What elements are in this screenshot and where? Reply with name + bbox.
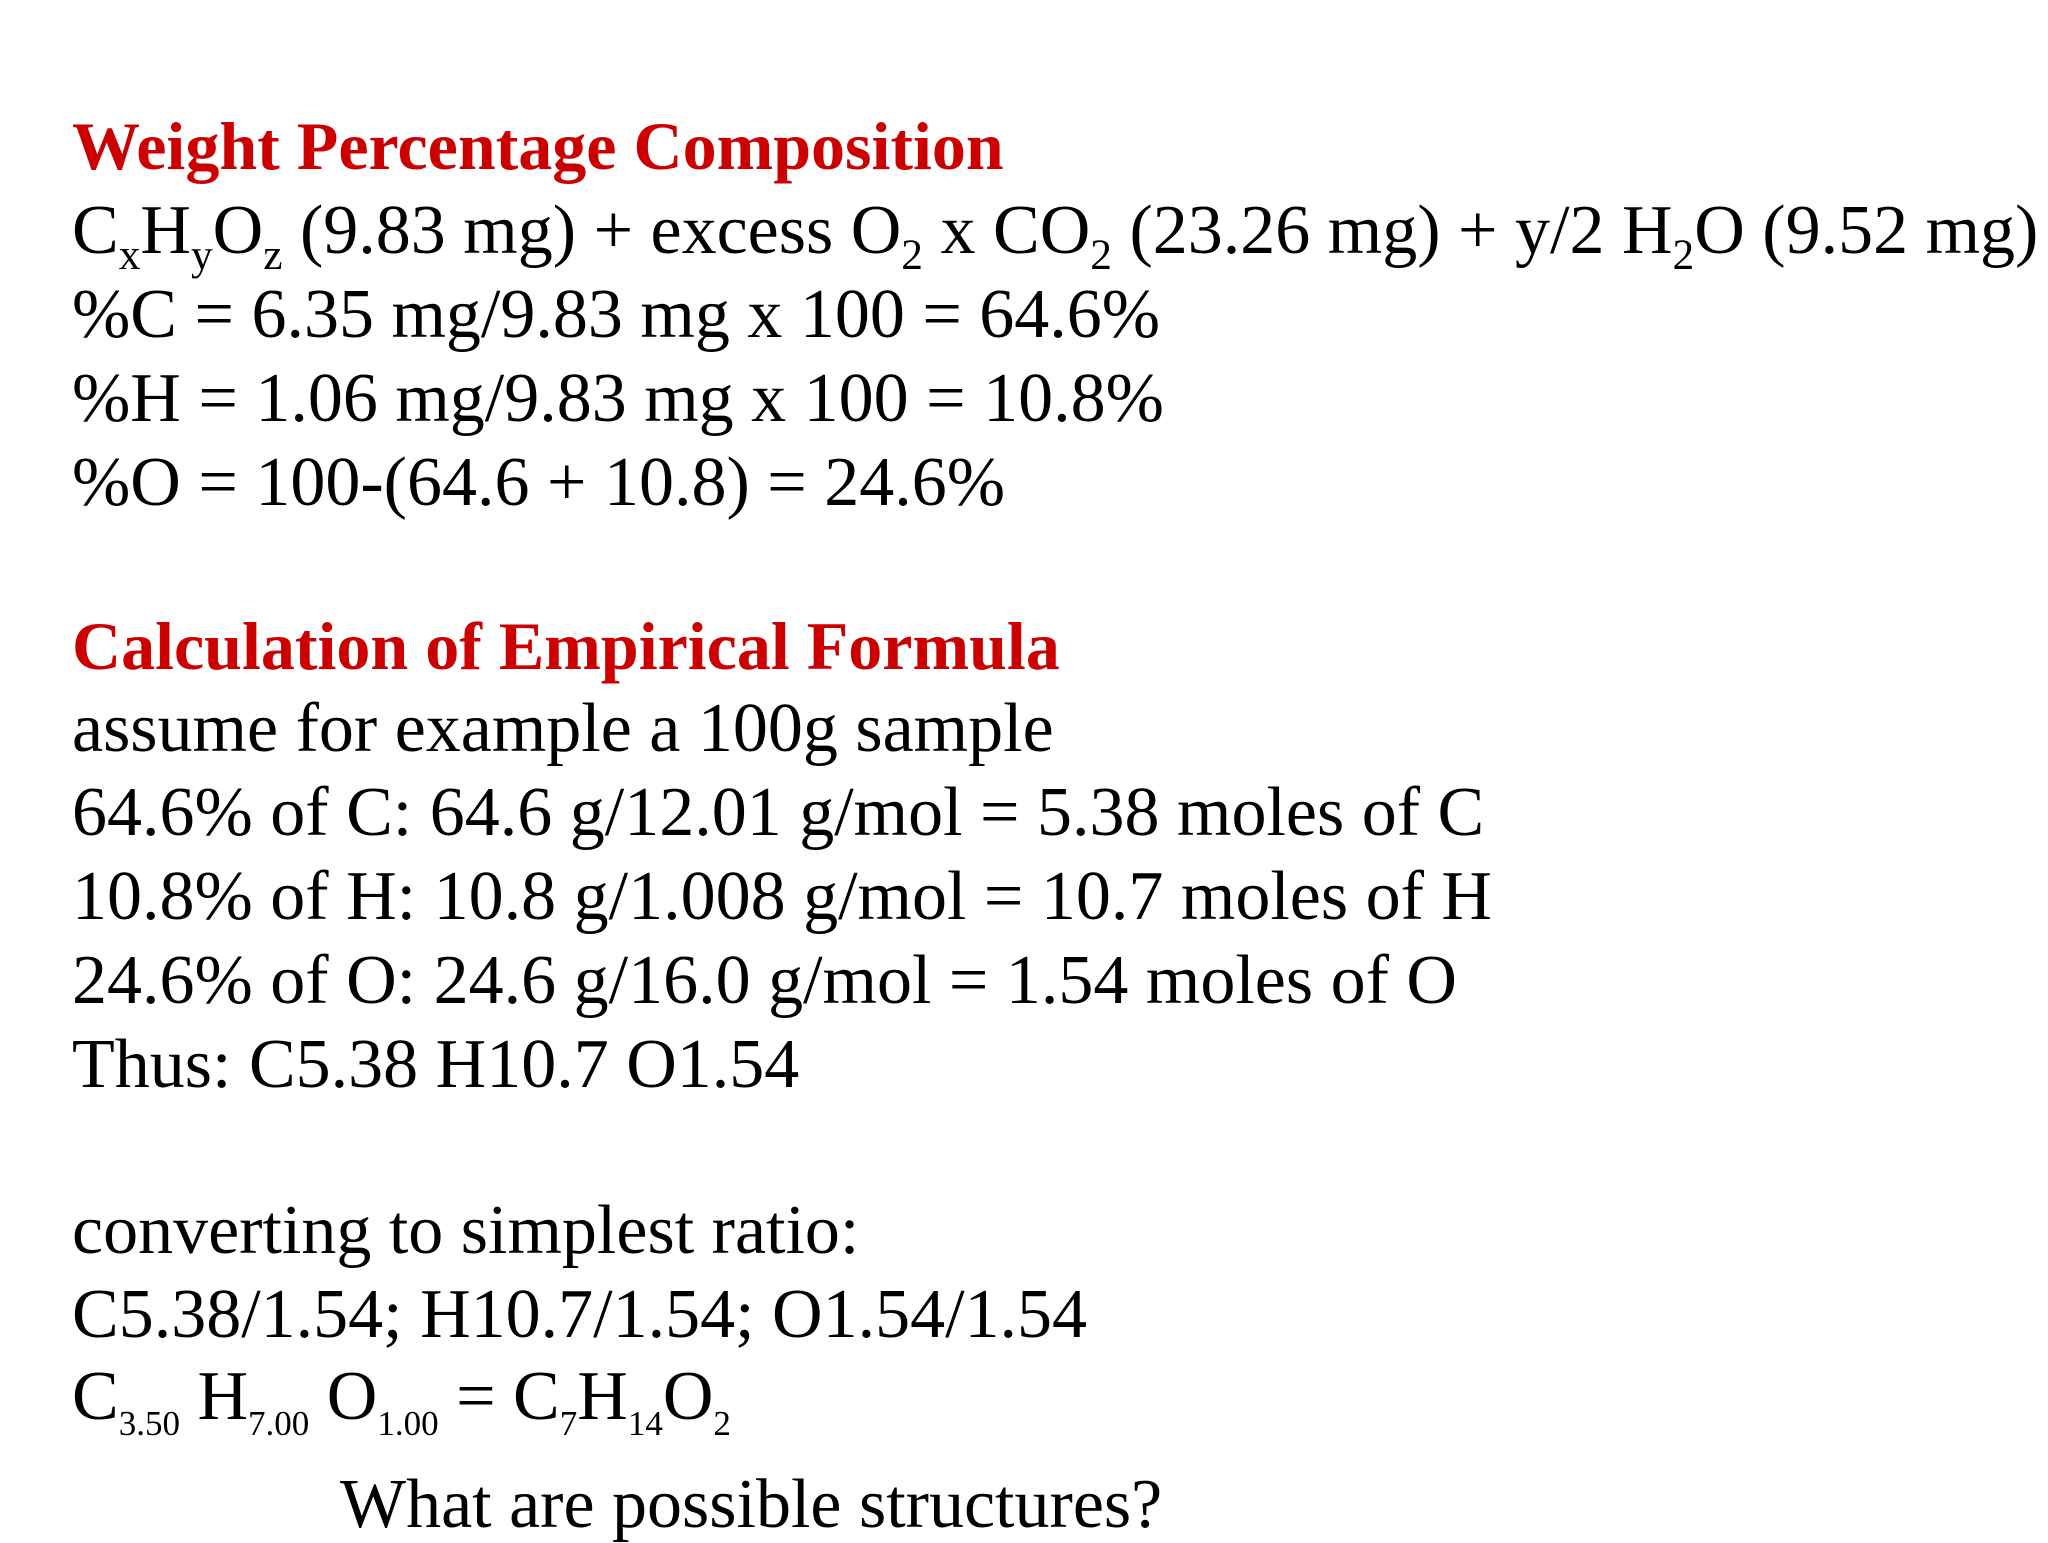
res-o: O (309, 1358, 378, 1435)
moles-hydrogen: 10.8% of H: 10.8 g/1.008 g/mol = 10.7 moles of H (72, 858, 1492, 935)
percent-hydrogen: %H = 1.06 mg/9.83 mg x 100 = 10.8% (72, 360, 1164, 437)
eq-z: z (263, 231, 283, 280)
percent-oxygen: %O = 100-(64.6 + 10.8) = 24.6% (72, 444, 1006, 521)
heading-empirical-formula: Calculation of Empirical Formula (72, 608, 1060, 684)
mole-formula: Thus: C5.38 H10.7 O1.54 (72, 1026, 800, 1103)
eq-c: C (72, 192, 119, 269)
heading-weight-percentage: Weight Percentage Composition (72, 108, 1004, 184)
eq-o: O (212, 192, 264, 269)
ratio-calculation: C5.38/1.54; H10.7/1.54; O1.54/1.54 (72, 1276, 1088, 1353)
eq-x: x (118, 231, 141, 280)
sample-assumption: assume for example a 100g sample (72, 690, 1054, 767)
eq-co2-sub: 2 (1090, 231, 1112, 280)
eq-sample-mass: (9.83 mg) + excess O (282, 192, 902, 269)
res-c-sub: 3.50 (118, 1403, 180, 1443)
eq-co2: x CO (923, 192, 1091, 269)
res-o2-sub: 2 (713, 1403, 731, 1443)
moles-carbon: 64.6% of C: 64.6 g/12.01 g/mol = 5.38 moles of C (72, 774, 1485, 851)
simplest-ratio-intro: converting to simplest ratio: (72, 1192, 860, 1269)
eq-co2-mass: (23.26 mg) + y/2 H (1111, 192, 1673, 269)
res-o-sub: 1.00 (377, 1403, 439, 1443)
eq-h: H (140, 192, 191, 269)
res-h-sub: 7.00 (248, 1403, 310, 1443)
eq-o2-sub: 2 (901, 231, 923, 280)
res-c7-sub: 7 (559, 1403, 578, 1443)
percent-carbon: %C = 6.35 mg/9.83 mg x 100 = 64.6% (72, 276, 1161, 353)
eq-y: y (190, 231, 213, 280)
res-c: C (72, 1358, 119, 1435)
empirical-formula-result (72, 1358, 731, 1443)
structures-question: What are possible structures? (340, 1466, 1163, 1543)
eq-h2o-rest: O (9.52 mg) (1694, 192, 2039, 269)
res-eq: = C (438, 1358, 560, 1435)
res-o2: O (662, 1358, 714, 1435)
moles-oxygen: 24.6% of O: 24.6 g/16.0 g/mol = 1.54 moles of O (72, 942, 1457, 1019)
res-h14: H (577, 1358, 628, 1435)
combustion-equation (72, 192, 2039, 280)
res-h14-sub: 14 (627, 1403, 663, 1443)
eq-h2o-sub: 2 (1672, 231, 1695, 280)
res-h: H (179, 1358, 249, 1435)
